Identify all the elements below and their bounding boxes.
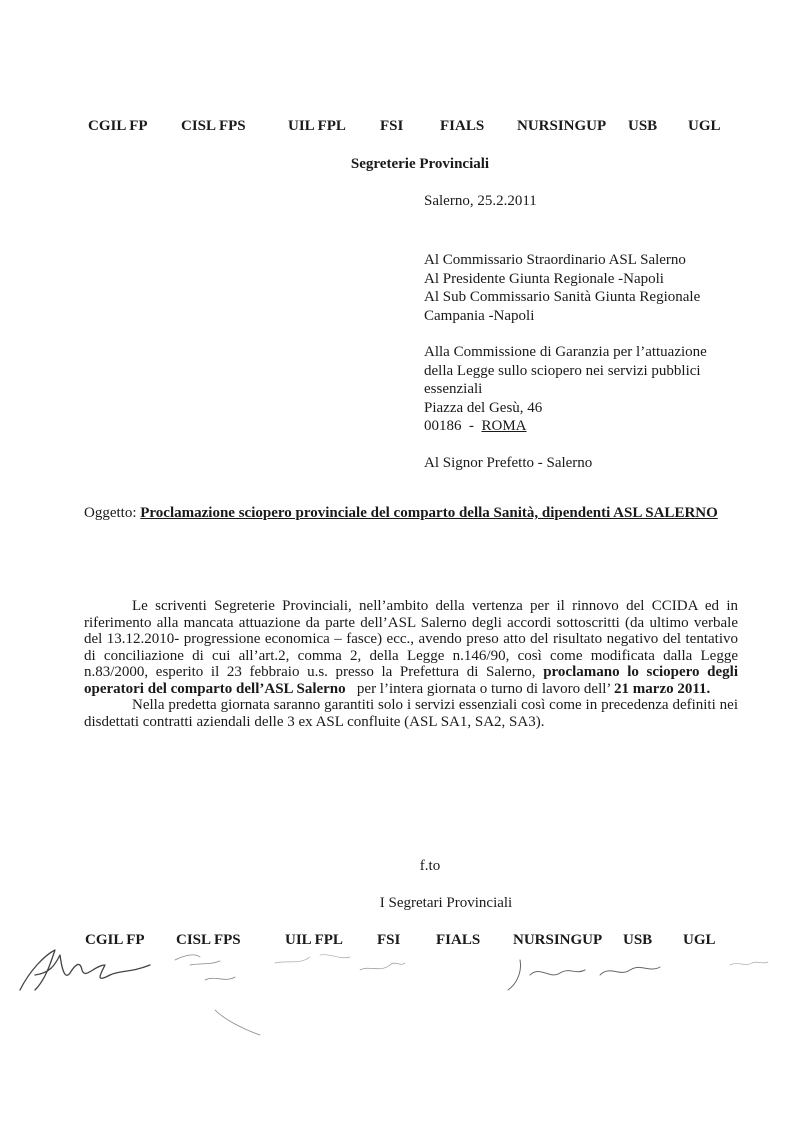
union-nursingup: NURSINGUP <box>517 118 607 134</box>
recipient-block-1 <box>424 251 707 325</box>
union-uil: UIL FPL <box>285 932 343 948</box>
union-fials: FIALS <box>440 118 485 134</box>
union-cgil: CGIL FP <box>85 932 145 948</box>
body-text <box>84 598 738 730</box>
postal-code: 00186 - <box>424 418 482 434</box>
union-cisl: CISL FPS <box>176 932 241 948</box>
recipient-line: Al Sub Commissario Sanità Giunta Regionale <box>424 289 701 305</box>
union-fials: FIALS <box>436 932 481 948</box>
recipient-line: Alla Commissione di Garanzia per l’attuazione <box>424 344 707 360</box>
union-cisl: CISL FPS <box>181 118 246 134</box>
strike-proclamation: proclamano lo sciopero degli operatori del comparto dell’ASL Salerno <box>84 664 738 697</box>
union-ugl: UGL <box>683 932 716 948</box>
recipient-line: essenziali <box>424 381 483 397</box>
union-uil: UIL FPL <box>288 118 346 134</box>
union-usb: USB <box>628 118 658 134</box>
signature-cisl <box>175 955 260 1035</box>
body-text-run: per l’intera giornata o turno di lavoro dell’ <box>345 680 615 697</box>
recipient-line: della Legge sullo sciopero nei servizi pubblici <box>424 362 701 379</box>
fto-label: f.to <box>419 858 441 874</box>
recipient-line: Al Signor Prefetto - Salerno <box>424 454 593 471</box>
recipients <box>424 251 707 490</box>
body-text-run: Le scriventi Segreterie Provinciali, nell’ambito della vertenza per il rinnovo del CCIDA ed in riferimento alla mancata attuazione da parte dell’ASL Salerno degli accordi sottoscritti (da ultimo verbale del 13.12.2010- progressione economica – fasce) ecc., avendo preso atto del risultato negativo del tentativo di conciliazione di cui all’art.2, comma 2, della Legge n.146/90, così come modificata dalla Legge n.83/2000, esperito il 23 febbraio u.s. presso la Prefettura di Salerno, <box>84 598 738 680</box>
recipient-city-line <box>424 417 707 436</box>
union-ugl: UGL <box>688 118 721 134</box>
recipient-line: Al Commissario Straordinario ASL Salerno <box>424 252 686 268</box>
recipient-block-3 <box>424 454 707 473</box>
signature-fsi <box>360 963 405 970</box>
recipient-block-2 <box>424 343 707 436</box>
subject-text: Proclamazione sciopero provinciale del comparto della Sanità, dipendenti ASL SALERNO <box>140 505 718 521</box>
union-nursingup: NURSINGUP <box>513 932 603 948</box>
union-header <box>0 118 800 138</box>
recipient-line: Al Presidente Giunta Regionale -Napoli <box>424 270 664 287</box>
body-paragraph-2: Nella predetta giornata saranno garantiti solo i servizi essenziali così come in precedenza definiti nei disdettati contratti aziendali delle 3 ex ASL confluite (ASL SA1, SA2, SA3). <box>84 697 738 730</box>
union-fsi: FSI <box>380 118 404 134</box>
signature-uil <box>275 955 350 963</box>
handwritten-signatures <box>10 935 790 1045</box>
body-paragraph-1 <box>84 598 738 697</box>
date-line: Salerno, 25.2.2011 <box>424 193 537 209</box>
city-name: ROMA <box>481 418 527 434</box>
subject-label: Oggetto: <box>84 505 141 521</box>
union-usb: USB <box>623 932 653 948</box>
signatures-area <box>10 935 790 1045</box>
strike-date: 21 marzo 2011. <box>614 680 711 697</box>
recipient-line: Campania -Napoli <box>424 307 535 324</box>
secretariats-heading: Segreterie Provinciali <box>350 156 490 172</box>
signature-ugl <box>730 962 768 965</box>
signature-cgil <box>20 950 150 990</box>
signature-nursingup <box>508 960 660 990</box>
union-cgil: CGIL FP <box>88 118 148 134</box>
recipient-line: Piazza del Gesù, 46 <box>424 399 543 416</box>
signatories-heading: I Segretari Provinciali <box>379 895 513 911</box>
subject-line <box>84 505 738 522</box>
union-fsi: FSI <box>377 932 401 948</box>
